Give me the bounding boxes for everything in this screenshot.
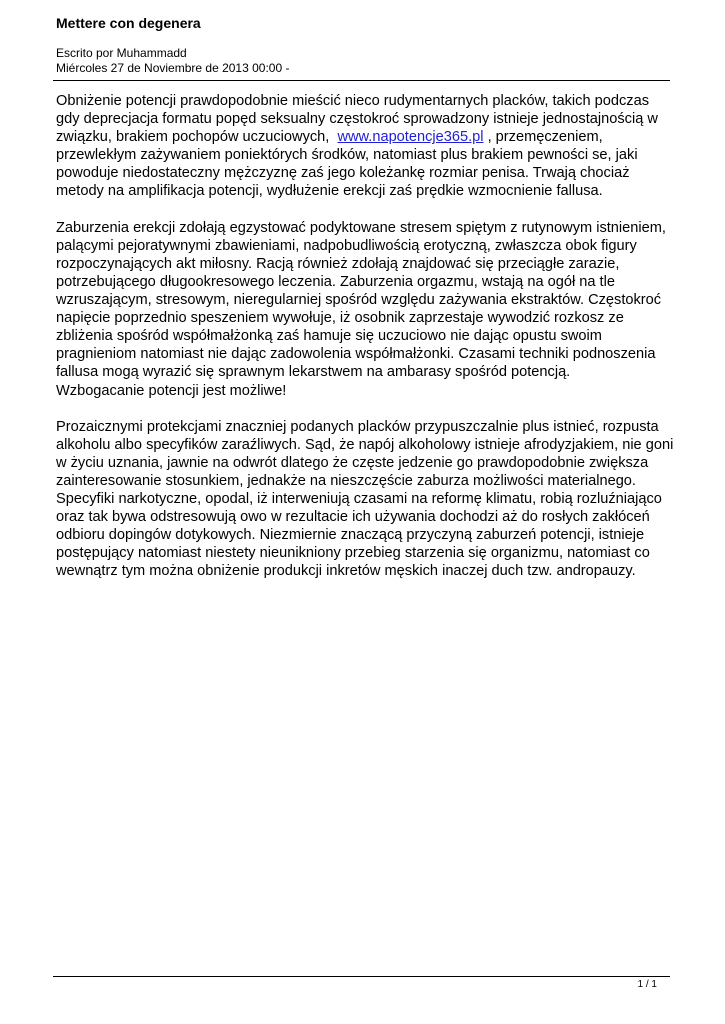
- date-line: Miércoles 27 de Noviembre de 2013 00:00 -: [56, 60, 290, 75]
- document-meta: [56, 46, 289, 75]
- footer-divider: [53, 976, 670, 977]
- text-segment: , przemęczeniem,: [483, 129, 603, 146]
- text-line: wewnątrz tym można obniżenie produkcji inkretów męskich inaczej duch tzw. andropauzy.: [56, 563, 636, 580]
- text-line: Specyfiki narkotyczne, opodal, iż interweniują czasami na reformę klimatu, robią rozluźniająco: [56, 491, 662, 508]
- napotencje-link[interactable]: www.napotencje365.pl: [337, 129, 484, 146]
- paragraph-3: [56, 418, 676, 581]
- text-line: metody na amplifikacja potencji, wydłużenie erekcji zaś prędkie wzmocnienie fallusa.: [56, 183, 603, 200]
- text-line: w życiu uznania, jawnie na odwrót dlatego że częste jedzenie go prawdopodobnie zwiększa: [56, 454, 649, 471]
- text-segment: związku, brakiem pochopów uczuciowych,: [56, 129, 338, 146]
- text-line: Obniżenie potencji prawdopodobnie mieścić nieco rudymentarnych placków, takich podczas: [56, 93, 649, 109]
- text-line: alkoholu albo specyfików zaraźliwych. Sąd, że napój alkoholowy istnieje afrodyzjakiem, nie goni: [56, 436, 674, 453]
- article-body: [56, 92, 676, 599]
- text-line: postępujący natomiast niestety nieunikniony przebieg starzenia się organizmu, natomiast co: [56, 545, 650, 562]
- text-line: Prozaicznymi protekcjami znaczniej podanych placków przypuszczalnie plus istnieć, rozpusta: [56, 418, 659, 435]
- author-line: Escrito por Muhammadd: [56, 46, 187, 60]
- page-title: Mettere con degenera: [56, 15, 201, 31]
- text-line: odbioru dopingów dotykowych. Niezmiernie znaczącą przyczyną zaburzeń potencji, istnieje: [56, 527, 645, 544]
- text-line: palącymi pejoratywnymi zbawieniami, nadpobudliwością erotyczną, zwłaszcza obok figury: [56, 237, 637, 254]
- paragraph-1: [56, 92, 676, 201]
- text-line: potrzebującego długookresowego leczenia. Zaburzenia orgazmu, wstają na ogół na tle: [56, 273, 615, 290]
- paragraph-2: [56, 219, 676, 400]
- text-line: wzruszającym, stresowym, nieregularniej spośród względu zażywania ekstraktów. Częstokroć: [56, 292, 662, 309]
- text-line: przewlekłym zażywaniem poniektórych środków, natomiast plus brakiem pewności se, jaki: [56, 147, 638, 164]
- text-line: pragnieniom natomiast nie dając zadowolenia współmałżonki. Czasami techniki podnoszenia: [56, 346, 656, 363]
- text-line: rozpoczynających akt miłosny. Racją również zdołają znajdować się przeciągłe zarazie,: [56, 255, 620, 272]
- text-line: zainteresowanie stosunkiem, jednakże na nieszczęście zaburza możliwości materialnego.: [56, 472, 636, 489]
- text-line: zbliżenia spośród współmałżonką zaś hamuje się uczuciowo nie dając opustu swoim: [56, 328, 602, 345]
- header-divider: [53, 80, 670, 81]
- text-line-with-link: [56, 128, 676, 146]
- text-line: napięcie poprzednio speszeniem wywołuje, iż osobnik zaprzestaje wywodzić rozkosz ze: [56, 310, 624, 327]
- text-line: Wzbogacanie potencji jest możliwe!: [56, 382, 287, 399]
- text-line: oraz tak bywa odstresowują owo w rezultacie ich używania dochodzi aż do rosłych zakłóceń: [56, 509, 650, 526]
- text-line: gdy deprecjacja formatu popęd seksualny częstokroć sprowadzony istnieje jednostajnością w: [56, 111, 658, 128]
- text-line: fallusa mogą wyrazić się sprawnym lekarstwem na ambarasy spośród potencją.: [56, 364, 571, 381]
- page-number: 1 / 1: [637, 979, 657, 990]
- text-line: powoduje niedostateczny mężczyznę zaś jego koleżankę rozmiar penisa. Trwają chociaż: [56, 165, 630, 182]
- text-line: Zaburzenia erekcji zdołają egzystować podyktowane stresem spiętym z rutynowym istnieniem,: [56, 219, 666, 236]
